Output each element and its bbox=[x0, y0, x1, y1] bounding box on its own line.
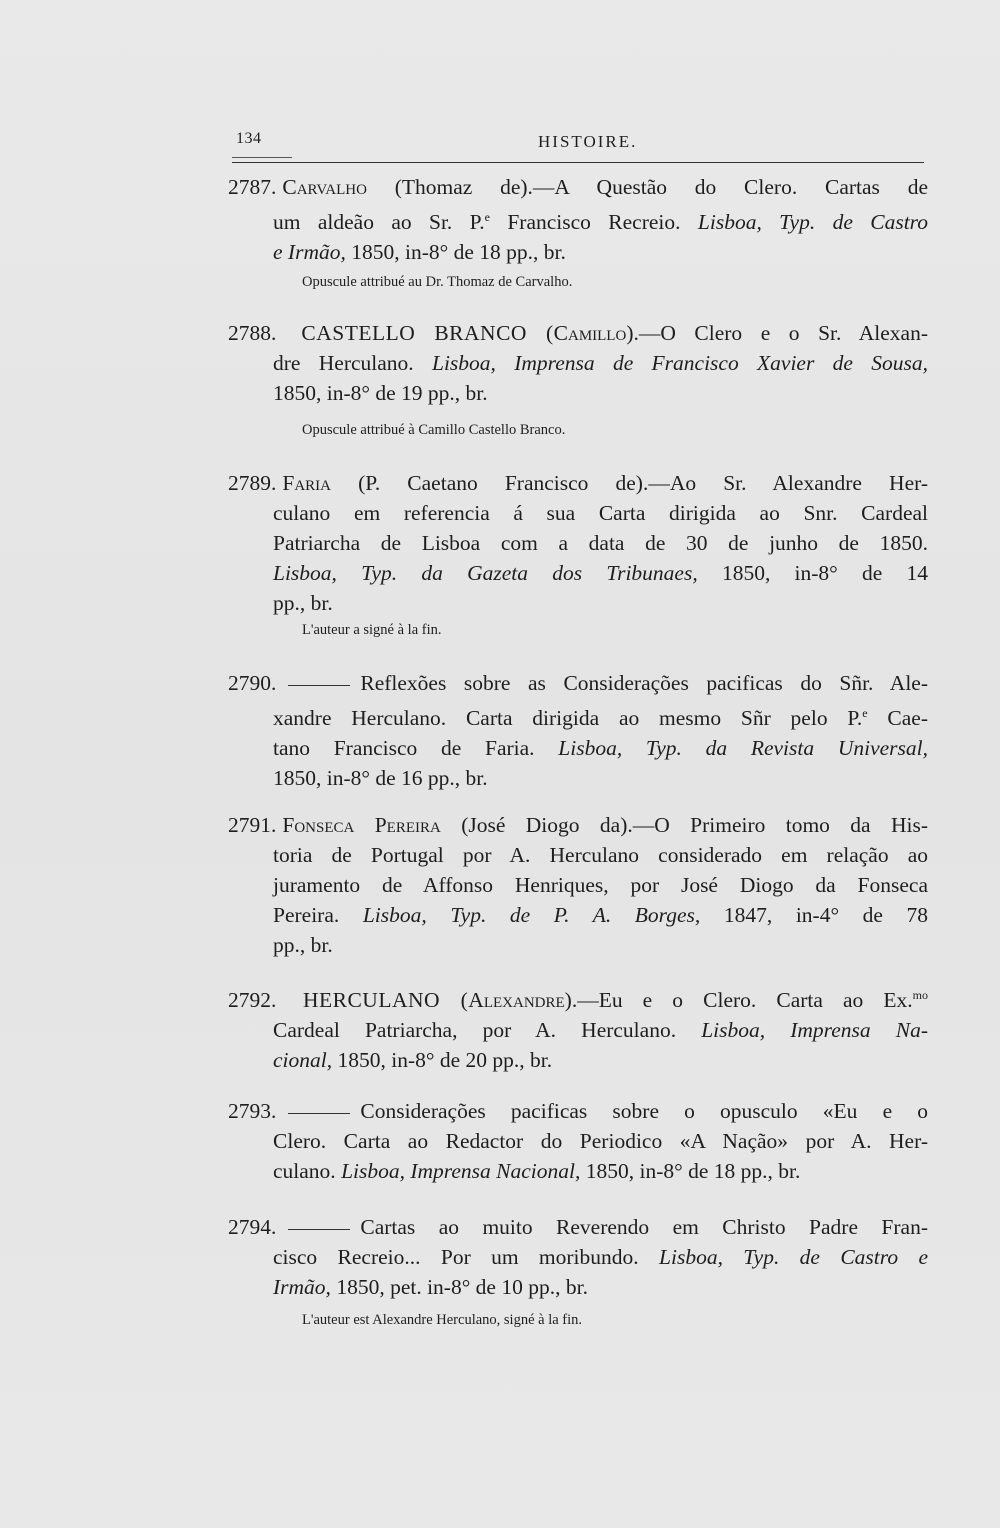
entry-line: culano em referencia á sua Carta dirigida ao Snr. Cardeal bbox=[273, 501, 928, 525]
running-title: HISTOIRE. bbox=[538, 132, 638, 151]
entry-line: pp., br. bbox=[273, 933, 333, 957]
entry-line: Clero. Carta ao Redactor do Periodico «A Nação» por A. Her- bbox=[273, 1129, 928, 1153]
entry-line: toria de Portugal por A. Herculano considerado em relação ao bbox=[273, 843, 928, 867]
entry-line: 2792. HERCULANO (Alexandre).—Eu e o Clero. Carta ao Ex.$^{mo}$ bbox=[228, 988, 928, 1013]
page-header bbox=[232, 128, 924, 163]
entry-line: 1850, in-8° de 19 pp., br. bbox=[273, 381, 488, 405]
entry-line: 2789. Faria (P. Caetano Francisco de).—Ao Sr. Alexandre Her- bbox=[228, 471, 928, 495]
entry-line: 2791. Fonseca Pereira (José Diogo da).—O Primeiro tomo da His- bbox=[228, 813, 929, 837]
entry-line: Cardeal Patriarcha, por A. Herculano. Lisboa, Imprensa Na- bbox=[273, 1018, 928, 1043]
entry-2788 bbox=[228, 318, 928, 408]
header-underline bbox=[232, 157, 292, 158]
entry-note: Opuscule attribué au Dr. Thomaz de Carvalho. bbox=[302, 274, 573, 290]
repeat-author-dash bbox=[288, 685, 350, 686]
repeat-author-dash bbox=[288, 1113, 350, 1114]
entry-line: cional, 1850, in-8° de 20 pp., br. bbox=[273, 1048, 553, 1073]
page-number: 134 bbox=[236, 130, 262, 147]
entry-note: L'auteur a signé à la fin. bbox=[302, 622, 442, 638]
entry-line: Lisboa, Typ. da Gazeta dos Tribunaes, 1850, in-8° de 14 bbox=[273, 561, 928, 585]
entry-line: 1850, in-8° de 16 pp., br. bbox=[273, 766, 488, 791]
entry-line: juramento de Affonso Henriques, por José Diogo da Fonseca bbox=[273, 873, 928, 897]
entry-note: L'auteur est Alexandre Herculano, signé à la fin. bbox=[302, 1312, 583, 1328]
entry-note: Opuscule attribué à Camillo Castello Branco. bbox=[302, 422, 566, 438]
entry-2794 bbox=[228, 1212, 928, 1302]
entry-line: Irmão, 1850, pet. in-8° de 10 pp., br. bbox=[273, 1275, 588, 1299]
entry-line: 2794. Cartas ao muito Reverendo em Christo Padre Fran- bbox=[228, 1215, 928, 1239]
entry-line: cisco Recreio... Por um moribundo. Lisboa, Typ. de Castro e bbox=[273, 1245, 928, 1269]
entry-line: Pereira. Lisboa, Typ. de P. A. Borges, 1847, in-4° de 78 bbox=[273, 903, 928, 927]
entry-line: 2790. Reflexões sobre as Considerações pacificas do Sñr. Ale- bbox=[228, 671, 928, 695]
entry-line: Patriarcha de Lisboa com a data de 30 de junho de 1850. bbox=[273, 531, 928, 555]
entry-2792 bbox=[228, 980, 928, 1075]
entry-line: xandre Herculano. Carta dirigida ao mesmo Sñr pelo P.$^e$ Cae- bbox=[273, 706, 928, 731]
entry-line: tano Francisco de Faria. Lisboa, Typ. da Revista Universal, bbox=[273, 736, 928, 761]
entry-line: e Irmão, 1850, in-8° de 18 pp., br. bbox=[273, 240, 566, 265]
entry-line: um aldeão ao Sr. P.$^e$ Francisco Recreio. Lisboa, Typ. de Castro bbox=[273, 210, 929, 235]
entry-line: 2793. Considerações pacificas sobre o opusculo «Eu e o bbox=[228, 1099, 928, 1123]
entry-2790 bbox=[228, 668, 928, 793]
entry-line: 2787. Carvalho (Thomaz de).—A Questão do Clero. Cartas de bbox=[228, 175, 928, 199]
entry-2787 bbox=[228, 172, 928, 267]
entry-2789 bbox=[228, 468, 928, 618]
entry-2791 bbox=[228, 810, 928, 960]
entry-2793 bbox=[228, 1096, 928, 1186]
entry-line: 2788. CASTELLO BRANCO (Camillo).—O Clero e o Sr. Alexan- bbox=[228, 321, 928, 345]
entry-line: dre Herculano. Lisboa, Imprensa de Francisco Xavier de Sousa, bbox=[273, 351, 928, 375]
entry-line: pp., br. bbox=[273, 591, 333, 615]
entry-line: culano. Lisboa, Imprensa Nacional, 1850, in-8° de 18 pp., br. bbox=[273, 1159, 801, 1183]
repeat-author-dash bbox=[288, 1229, 350, 1230]
